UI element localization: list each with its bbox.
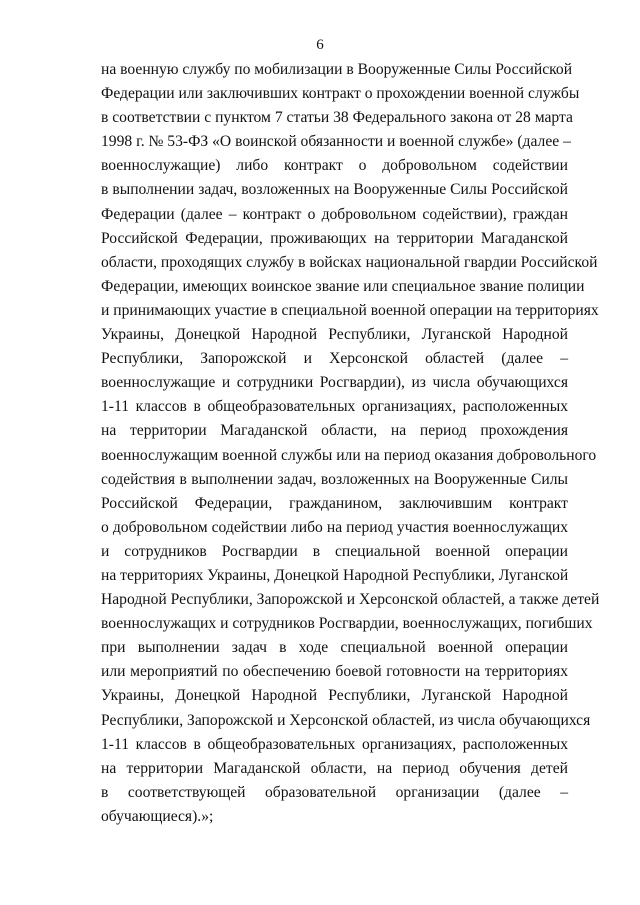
text-line: на территориях Украины, Донецкой Народной Республики, Луганской bbox=[101, 566, 569, 584]
text-line: военнослужащим военной службы или на период оказания добровольного bbox=[101, 446, 597, 464]
text-line: на военную службу по мобилизации в Вооруженные Силы Российской bbox=[101, 61, 573, 78]
text-line: 1998 г. № 53-ФЗ «О воинской обязанности и военной службе» (далее – bbox=[101, 133, 571, 151]
text-line: Украины, Донецкой Народной Республики, Луганской Народной bbox=[101, 326, 568, 344]
text-line: в соответствии с пунктом 7 статьи 38 Федерального закона от 28 марта bbox=[101, 109, 573, 127]
text-line: Республики, Запорожской и Херсонской областей (далее – bbox=[101, 350, 568, 368]
text-line: на территории Магаданской области, на период обучения детей bbox=[101, 759, 568, 777]
text-line: на территории Магаданской области, на период прохождения bbox=[101, 422, 568, 440]
page-number: 6 bbox=[316, 37, 324, 53]
text-line: Федерации или заключивших контракт о прохождении военной службы bbox=[101, 85, 580, 103]
text-line: и принимающих участие в специальной военной операции на территориях bbox=[101, 301, 599, 319]
text-line: военнослужащие) либо контракт о добровольном содействии bbox=[101, 157, 568, 175]
text-line: в выполнении задач, возложенных на Вооруженные Силы Российской bbox=[101, 181, 568, 199]
text-line: Федерации, имеющих воинское звание или специальное звание полиции bbox=[101, 277, 585, 295]
text-line: или мероприятий по обеспечению боевой готовности на территориях bbox=[101, 663, 568, 681]
text-line-last: обучающиеся).»; bbox=[101, 807, 214, 825]
text-line: в соответствующей образовательной организации (далее – bbox=[101, 783, 568, 801]
text-line: о добровольном содействии либо на период участия военнослужащих bbox=[101, 518, 568, 536]
text-line: и сотрудников Росгвардии в специальной военной операции bbox=[101, 542, 568, 560]
text-line: 1-11 классов в общеобразовательных организациях, расположенных bbox=[101, 398, 568, 416]
text-line: при выполнении задач в ходе специальной военной операции bbox=[101, 639, 568, 657]
text-line: содействия в выполнении задач, возложенных на Вооруженные Силы bbox=[101, 470, 568, 488]
text-line: 1-11 классов в общеобразовательных организациях, расположенных bbox=[101, 735, 568, 753]
text-line: Федерации (далее – контракт о добровольном содействии), граждан bbox=[101, 205, 568, 223]
text-line: военнослужащих и сотрудников Росгвардии, военнослужащих, погибших bbox=[101, 615, 593, 633]
text-line: Народной Республики, Запорожской и Херсонской областей, а также детей bbox=[101, 591, 600, 609]
text-line: Российской Федерации, гражданином, заключившим контракт bbox=[101, 494, 568, 512]
body-text bbox=[101, 58, 600, 829]
text-line: Республики, Запорожской и Херсонской областей, из числа обучающихся bbox=[101, 711, 591, 729]
text-line: Российской Федерации, проживающих на территории Магаданской bbox=[101, 229, 568, 247]
text-line: Украины, Донецкой Народной Республики, Луганской Народной bbox=[101, 687, 568, 705]
text-line: военнослужащие и сотрудники Росгвардии), из числа обучающихся bbox=[101, 374, 568, 392]
text-line: области, проходящих службу в войсках национальной гвардии Российской bbox=[101, 253, 598, 271]
